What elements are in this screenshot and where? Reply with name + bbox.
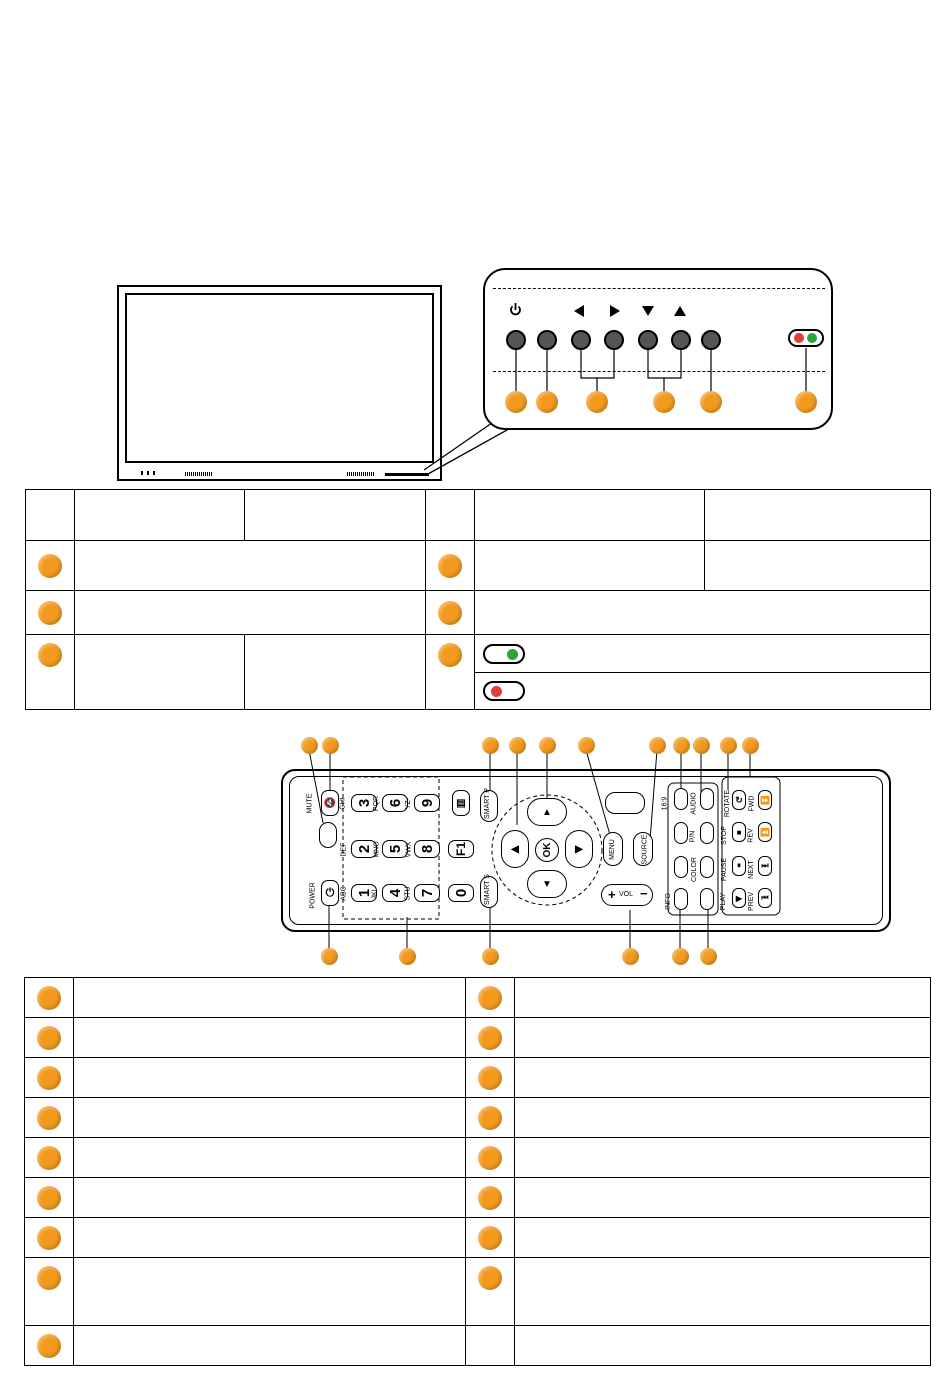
table-cell: [466, 1218, 515, 1258]
callout-marker: [37, 986, 61, 1010]
color-button[interactable]: [700, 856, 714, 878]
rotate-icon[interactable]: ↻: [732, 790, 746, 810]
callout-marker: [321, 948, 338, 965]
color-label: COLOR: [690, 857, 698, 882]
power-label: POWER: [309, 882, 317, 909]
menu-label: MENU: [608, 839, 616, 860]
callout-marker: [505, 391, 527, 413]
power-led-indicator: [788, 329, 824, 347]
power-button[interactable]: ⏻: [321, 880, 339, 906]
callout-marker: [478, 1146, 502, 1170]
panel-controls-table: [25, 489, 931, 710]
table-cell: [515, 1098, 931, 1138]
table-cell: [26, 541, 75, 591]
jkl-label: JKL: [371, 887, 379, 900]
callout-marker: [438, 601, 462, 625]
table-cell: [26, 591, 75, 635]
callout-marker: [478, 1066, 502, 1090]
table-row: [25, 1178, 931, 1218]
table-cell: [466, 1326, 515, 1366]
vwx-label: VWX: [405, 841, 413, 858]
key-4[interactable]: 4: [382, 884, 408, 902]
table-cell: [515, 1018, 931, 1058]
table-cell: [515, 1326, 931, 1366]
info-button[interactable]: [674, 888, 688, 910]
pause-icon[interactable]: ⏸: [732, 856, 746, 876]
table-row: [25, 1018, 931, 1058]
table-row: [26, 541, 931, 591]
table-cell: [426, 635, 475, 710]
callout-marker: [536, 391, 558, 413]
callout-marker: [37, 1334, 61, 1358]
table-cell: [515, 1218, 931, 1258]
panel-down-button[interactable]: [638, 330, 658, 350]
key-0[interactable]: 0: [448, 884, 474, 902]
ratio-label: 16:9: [661, 796, 669, 811]
callout-marker: [586, 391, 608, 413]
callout-marker: [539, 737, 556, 754]
table-row: [25, 1058, 931, 1098]
table-cell: [245, 490, 426, 541]
callout-marker: [509, 737, 526, 754]
callout-marker: [478, 1186, 502, 1210]
table-cell: [74, 1058, 466, 1098]
up-arrow-icon: [674, 306, 686, 316]
table-row: [25, 1098, 931, 1138]
table-cell: [426, 490, 475, 541]
table-cell: [25, 1058, 74, 1098]
table-cell: [75, 635, 245, 710]
left-arrow-icon: [574, 305, 584, 317]
volume-plus[interactable]: +: [608, 887, 616, 902]
table-cell: [466, 978, 515, 1018]
table-cell: [466, 1138, 515, 1178]
power-symbol-icon: [511, 303, 520, 314]
callout-marker: [622, 948, 639, 965]
table-header-row: [26, 490, 931, 541]
callout-marker: [478, 1026, 502, 1050]
callout-marker: [37, 1186, 61, 1210]
table-cell: [74, 978, 466, 1018]
audio-label: AUDIO: [690, 792, 698, 815]
play-label: PLAY: [720, 892, 728, 911]
table-cell: [466, 1258, 515, 1326]
table-cell: [26, 635, 75, 710]
table-row: [25, 1258, 931, 1326]
callout-marker: [653, 391, 675, 413]
blank-key[interactable]: [605, 792, 645, 814]
pn-button[interactable]: [700, 822, 714, 844]
table-cell: [74, 1258, 466, 1326]
callout-marker: [649, 737, 666, 754]
panel-up-button[interactable]: [671, 330, 691, 350]
led-red-icon: [483, 681, 525, 701]
callout-marker: [438, 554, 462, 578]
table-row: [25, 1138, 931, 1178]
callout-marker: [322, 737, 339, 754]
callout-marker: [482, 948, 499, 965]
volume-rocker[interactable]: [601, 884, 653, 906]
table-cell: [466, 1178, 515, 1218]
key-f1[interactable]: F1: [448, 840, 474, 858]
panel-power-button[interactable]: [506, 330, 526, 350]
table-cell: [475, 591, 931, 635]
table-cell: [475, 673, 931, 710]
table-cell: [466, 1018, 515, 1058]
table-cell: [25, 1258, 74, 1326]
table-cell: [74, 1218, 466, 1258]
play-icon[interactable]: ▶: [732, 888, 746, 908]
stop-label: STOP: [720, 826, 728, 845]
callout-marker: [795, 391, 817, 413]
panel-symbols: [0, 0, 950, 500]
key-2[interactable]: 2: [351, 840, 377, 858]
table-cell: [74, 1178, 466, 1218]
mno-label: MNO: [373, 841, 381, 858]
source-label: SOURCE: [641, 834, 649, 865]
table-cell: [25, 978, 74, 1018]
table-row: [25, 1218, 931, 1258]
stu-label: STU: [404, 886, 412, 901]
callout-marker: [478, 1226, 502, 1250]
table-cell: [25, 1218, 74, 1258]
callout-marker: [38, 554, 62, 578]
callout-marker: [482, 737, 499, 754]
callout-marker: [478, 1266, 502, 1290]
prev-icon[interactable]: ⏮: [758, 888, 772, 908]
table-cell: [466, 1098, 515, 1138]
panel-left-button[interactable]: [571, 330, 591, 350]
ok-button[interactable]: OK: [535, 838, 559, 862]
table-cell: [705, 541, 931, 591]
callout-marker: [693, 737, 710, 754]
callout-marker: [37, 1146, 61, 1170]
dpad: [497, 794, 597, 898]
info-label: INFO: [664, 893, 672, 910]
fwd-label: FWD: [748, 795, 756, 812]
led-green-icon: [483, 644, 525, 664]
table-row: [25, 978, 931, 1018]
table-cell: [25, 1178, 74, 1218]
callout-marker: [478, 1106, 502, 1130]
table-cell: [26, 490, 75, 541]
table-cell: [475, 635, 931, 673]
mute-button[interactable]: [319, 822, 337, 848]
pn-label: P/N: [689, 830, 697, 843]
pqr-label: PQR: [373, 795, 381, 812]
prev-label: PREV: [748, 891, 756, 912]
table-cell: [25, 1138, 74, 1178]
table-cell: [515, 978, 931, 1018]
stop-icon[interactable]: ■: [732, 822, 746, 842]
smart-s-label: SMART S: [483, 874, 491, 905]
table-cell: [74, 1098, 466, 1138]
key-5[interactable]: 5: [382, 840, 408, 858]
callout-marker: [37, 1026, 61, 1050]
callout-marker: [673, 737, 690, 754]
callout-marker: [38, 643, 62, 667]
callout-marker: [700, 391, 722, 413]
audio-button[interactable]: [700, 788, 714, 810]
callout-marker: [37, 1106, 61, 1130]
table-cell: [426, 541, 475, 591]
panel-right-button[interactable]: [604, 330, 624, 350]
dpad-up-button[interactable]: ▲: [527, 798, 567, 826]
callout-marker: [399, 948, 416, 965]
rotate-label: ROTATE: [724, 789, 732, 818]
callout-marker: [438, 643, 462, 667]
yz-label: YZ-: [405, 797, 413, 810]
table-cell: [74, 1326, 466, 1366]
callout-marker: [742, 737, 759, 754]
remote-callout-lines: [0, 735, 950, 970]
table-cell: [426, 591, 475, 635]
remote-buttons-table: [24, 977, 931, 1366]
key-1[interactable]: 1: [351, 884, 377, 902]
fwd-icon[interactable]: ⏩: [758, 790, 772, 810]
table-row: [26, 635, 931, 673]
callout-marker: [700, 948, 717, 965]
volume-minus[interactable]: −: [640, 886, 648, 901]
rev-icon[interactable]: ⏪: [758, 822, 772, 842]
table-cell: [75, 541, 426, 591]
callout-marker: [478, 986, 502, 1010]
callout-marker: [37, 1066, 61, 1090]
key-3[interactable]: 3: [351, 794, 377, 812]
ghi-label: GHI: [339, 797, 347, 810]
next-label: NEXT: [747, 860, 755, 879]
panel-menu-button[interactable]: [701, 330, 721, 350]
callout-marker: [37, 1266, 61, 1290]
right-arrow-icon: [610, 305, 620, 317]
pause-label: PAUSE: [721, 857, 729, 882]
callout-marker: [301, 737, 318, 754]
volume-label: VOL: [619, 891, 634, 898]
callout-marker: [38, 601, 62, 625]
next-icon[interactable]: ⏭: [758, 856, 772, 876]
key-7[interactable]: 7: [414, 884, 440, 902]
table-cell: [74, 1018, 466, 1058]
mute-icon[interactable]: 🔇: [321, 790, 339, 816]
key-6[interactable]: 6: [382, 794, 408, 812]
table-cell: [74, 1138, 466, 1178]
abc-label: ABC: [340, 886, 348, 901]
smart-p-label: SMART P: [483, 788, 491, 819]
table-cell: [475, 490, 705, 541]
table-cell: [466, 1058, 515, 1098]
table-cell: [515, 1258, 931, 1326]
table-cell: [705, 490, 931, 541]
table-cell: [25, 1098, 74, 1138]
table-cell: [25, 1326, 74, 1366]
key-8[interactable]: 8: [414, 840, 440, 858]
key-9[interactable]: 9: [414, 794, 440, 812]
timer-button[interactable]: [674, 856, 688, 878]
table-cell: [245, 635, 426, 710]
blank-key[interactable]: [700, 888, 714, 910]
table-row: [26, 591, 931, 635]
panel-input-button[interactable]: [537, 330, 557, 350]
table-cell: [75, 591, 426, 635]
callout-marker: [720, 737, 737, 754]
ratio-button[interactable]: [674, 788, 688, 810]
teletext-icon[interactable]: ▤: [452, 790, 470, 816]
subtitle-button[interactable]: [674, 822, 688, 844]
dpad-right-button[interactable]: ▶: [565, 830, 593, 868]
table-cell: [75, 490, 245, 541]
table-cell: [515, 1178, 931, 1218]
dpad-down-button[interactable]: ▼: [527, 870, 567, 898]
callout-marker: [37, 1226, 61, 1250]
rev-label: REV: [747, 828, 755, 843]
table-cell: [515, 1058, 931, 1098]
table-cell: [475, 541, 705, 591]
down-arrow-icon: [642, 306, 654, 316]
dpad-left-button[interactable]: ◀: [501, 830, 529, 868]
callout-marker: [672, 948, 689, 965]
callout-marker: [578, 737, 595, 754]
def-label: DEF: [340, 842, 348, 857]
table-row: [25, 1326, 931, 1366]
table-cell: [515, 1138, 931, 1178]
mute-label: MUTE: [306, 793, 314, 814]
table-cell: [25, 1018, 74, 1058]
